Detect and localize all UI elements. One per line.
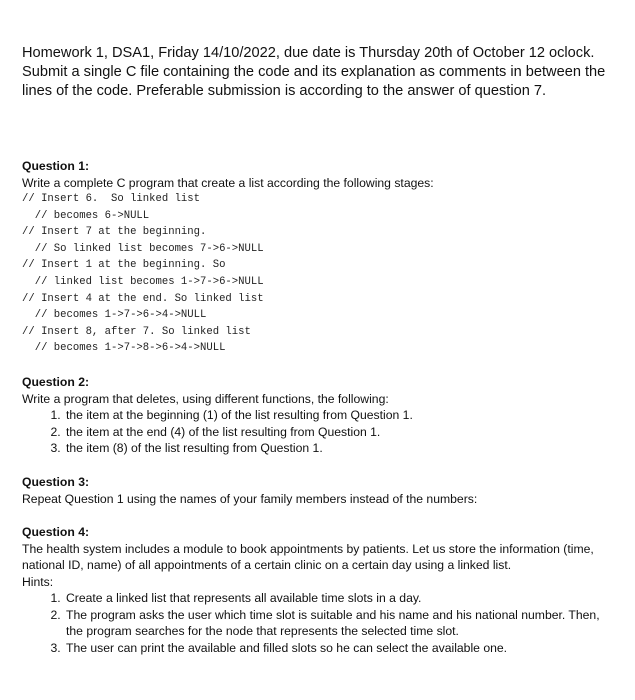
submission-instructions: Submit a single C file containing the code and its explanation as comments in between the lines of the code. Preferable submission is according to the answer of question 7. — [22, 64, 606, 99]
code-line: // becomes 1->7->8->6->4->NULL — [22, 342, 226, 355]
question-4-text: The health system includes a module to book appointments by patients. Let us store the information (time, national ID, name) of all appointments of a certain clinic on a certain day using a linked list. — [22, 541, 594, 572]
code-line: // Insert 6. So linked list — [22, 193, 201, 205]
question-4 — [22, 524, 612, 656]
list-item: 3. the item (8) of the list resulting from Question 1. — [64, 440, 612, 457]
code-line: // becomes 1->7->6->4->NULL — [22, 309, 207, 322]
list-item: 3. The user can print the available and filled slots so he can select the available one. — [64, 640, 612, 657]
hints-label: Hints: — [22, 574, 54, 589]
code-line: // Insert 7 at the beginning. — [22, 226, 207, 239]
list-item: 1. Create a linked list that represents all available time slots in a day. — [64, 590, 612, 607]
list-item: 2. The program asks the user which time slot is suitable and his name and his national number. Then, the program searches for the node that represents the selected time slot. — [64, 607, 612, 640]
code-line: // becomes 6->NULL — [22, 209, 150, 222]
question-2-list — [22, 407, 612, 457]
question-2 — [22, 374, 612, 457]
question-1-title: Question 1: — [22, 159, 90, 173]
question-3-text: Repeat Question 1 using the names of your family members instead of the numbers: — [22, 491, 478, 506]
question-1-code — [22, 191, 612, 357]
list-item: 2. the item at the end (4) of the list resulting from Question 1. — [64, 424, 612, 441]
code-line: // Insert 4 at the end. So linked list — [22, 292, 264, 305]
homework-title: Homework 1, DSA1, Friday 14/10/2022, due date is Thursday 20th of October 12 oclock. — [22, 45, 595, 61]
code-line: // So linked list becomes 7->6->NULL — [22, 242, 264, 255]
code-line: // Insert 1 at the beginning. So — [22, 259, 226, 272]
question-2-text: Write a program that deletes, using different functions, the following: — [22, 391, 389, 406]
list-item: 1. the item at the beginning (1) of the list resulting from Question 1. — [64, 407, 612, 424]
question-4-hints-list — [22, 590, 612, 656]
question-3-title: Question 3: — [22, 475, 90, 489]
question-1 — [22, 158, 612, 357]
homework-header — [22, 44, 607, 101]
question-1-text: Write a complete C program that create a list according the following stages: — [22, 175, 434, 190]
question-4-title: Question 4: — [22, 525, 90, 539]
question-3 — [22, 474, 612, 507]
question-2-title: Question 2: — [22, 375, 90, 389]
code-line: // Insert 8, after 7. So linked list — [22, 325, 251, 338]
code-line: // linked list becomes 1->7->6->NULL — [22, 275, 264, 288]
